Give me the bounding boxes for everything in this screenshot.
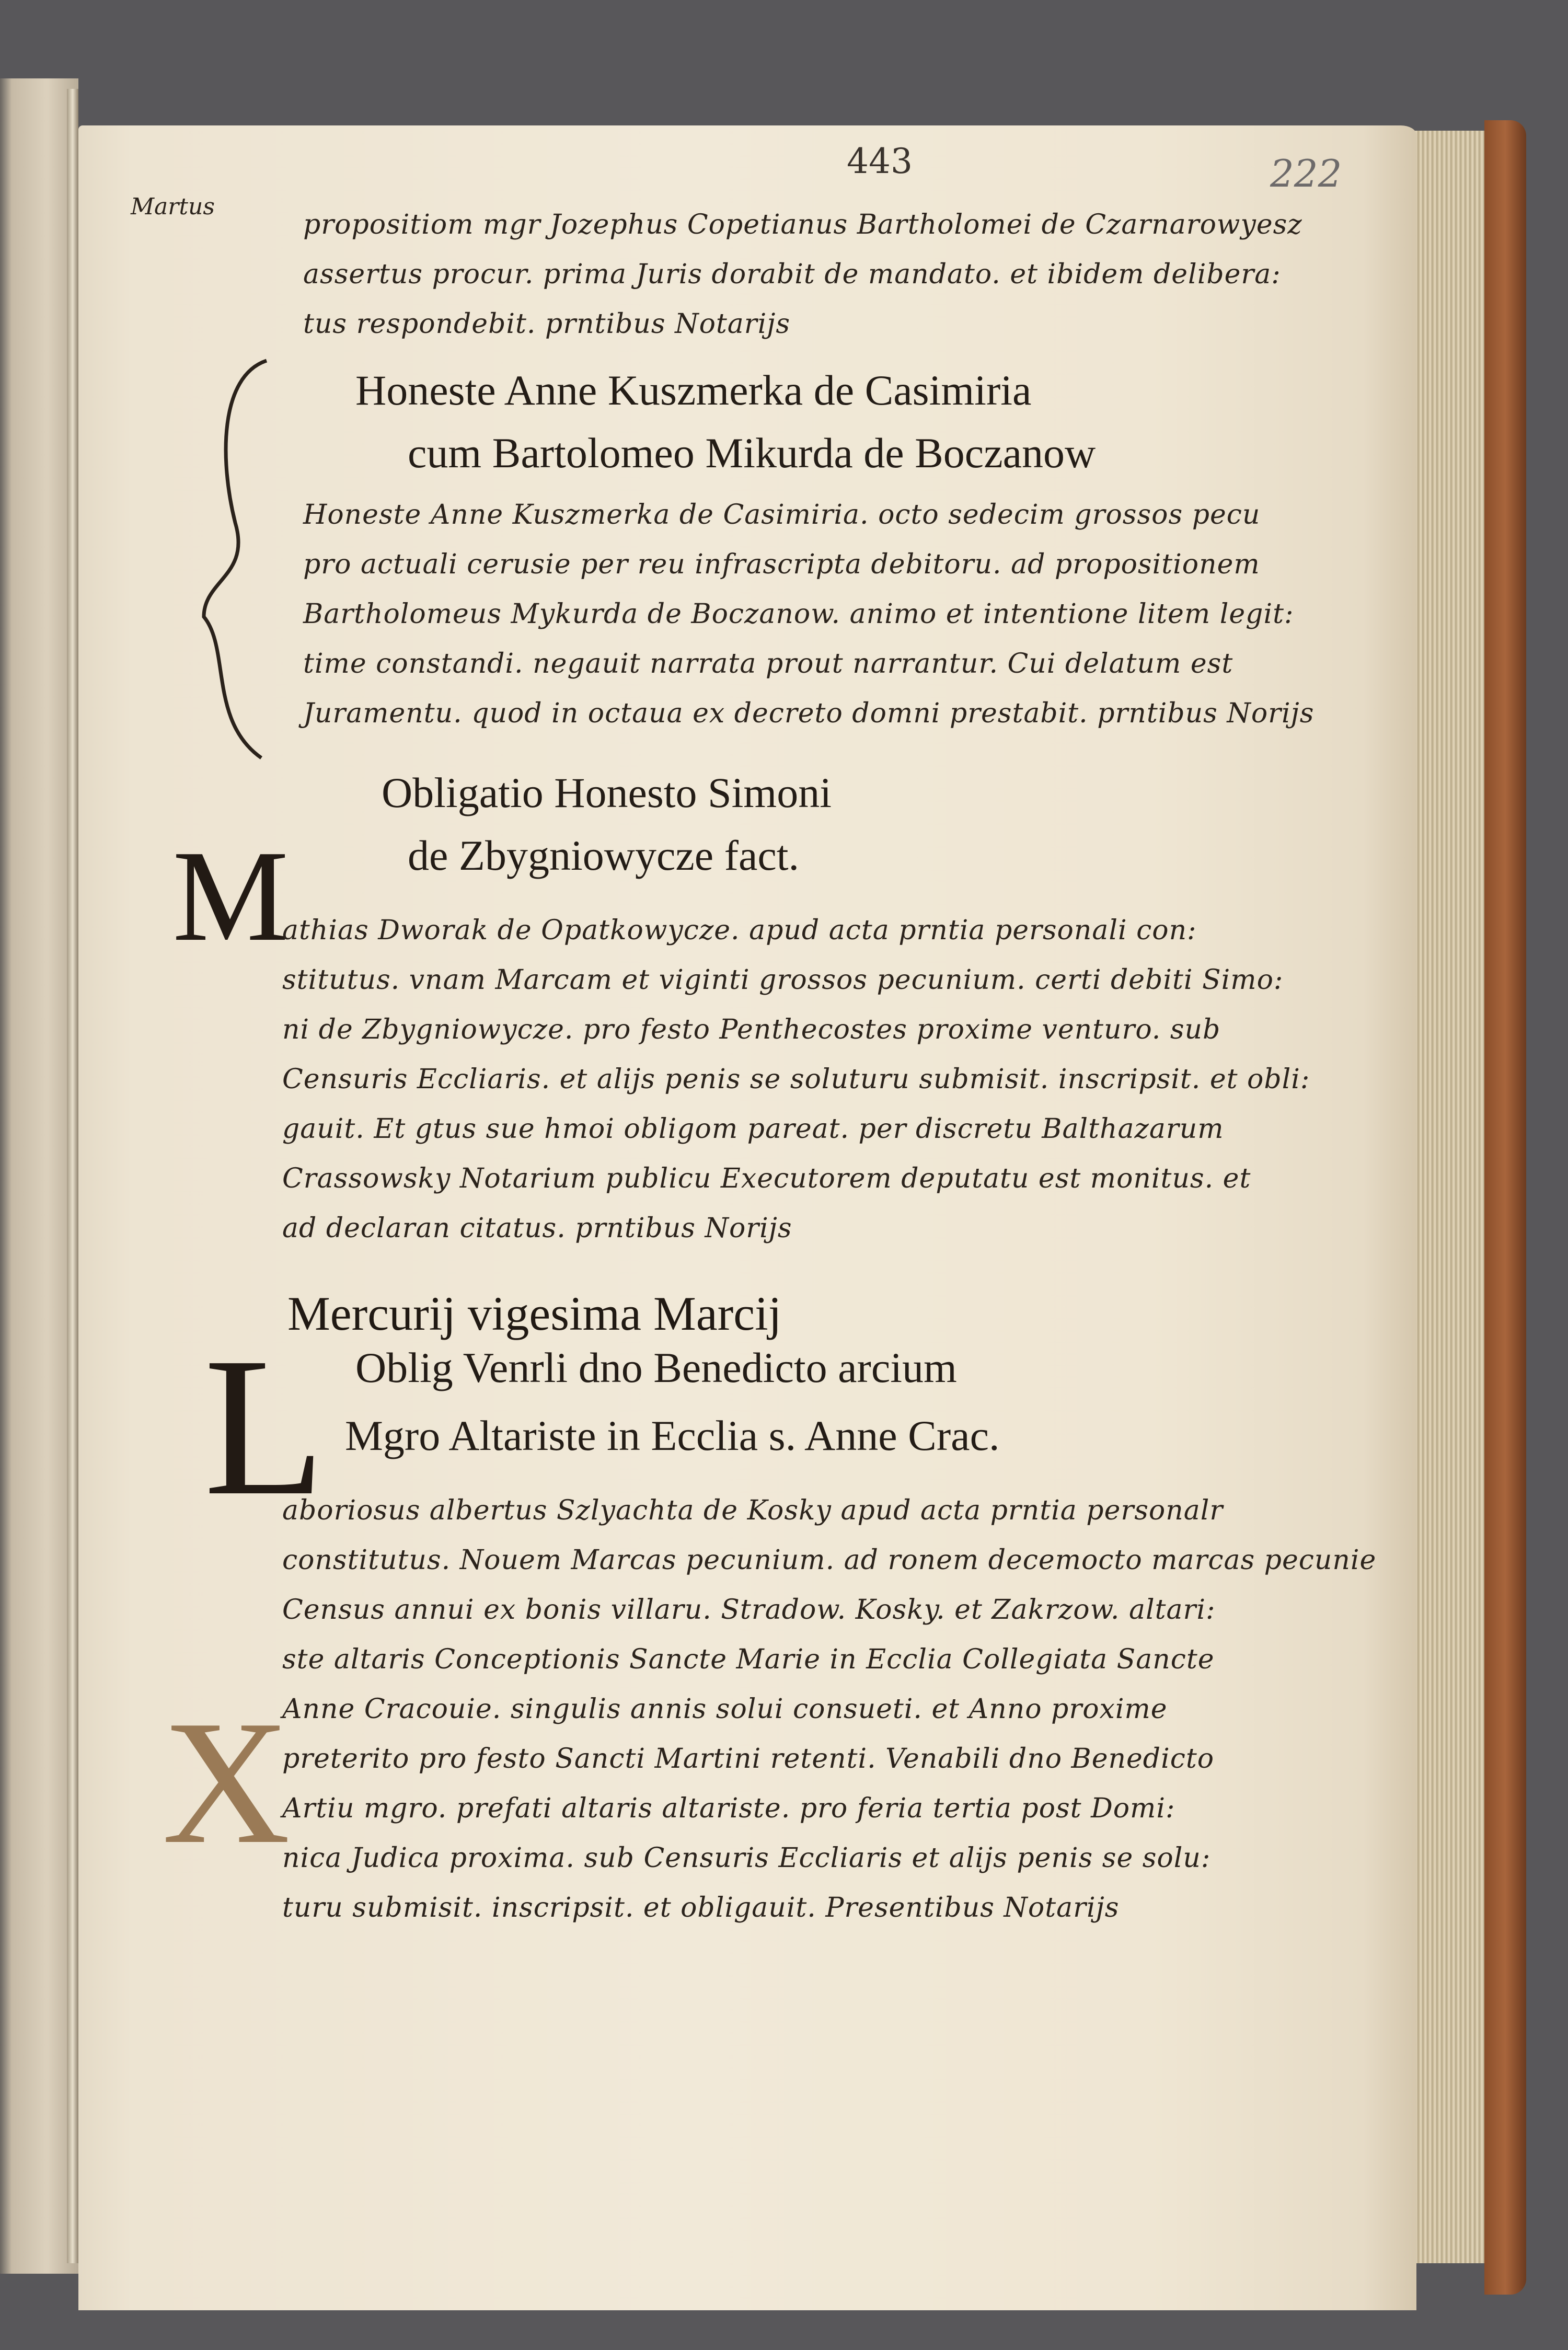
manuscript-page — [78, 125, 1416, 2310]
text-line: assertus procur. prima Juris dorabit de mandato. et ibidem delibera: — [303, 259, 1281, 290]
text-line: propositiom mgr Jozephus Copetianus Bartholomei de Czarnarowyesz — [303, 209, 1302, 240]
entry-heading: Oblig Venrli dno Benedicto arcium — [355, 1344, 957, 1391]
text-line: stitutus. vnam Marcam et viginti grossos pecunium. certi debiti Simo: — [282, 964, 1284, 996]
entry-heading: cum Bartolomeo Mikurda de Boczanow — [408, 429, 1096, 477]
text-line: constitutus. Nouem Marcas pecunium. ad ronem decemocto marcas pecunie — [282, 1545, 1377, 1576]
text-line: athias Dworak de Opatkowycze. apud acta prntia personali con: — [282, 915, 1197, 946]
folio-number-ink: 443 — [847, 141, 913, 181]
entry-heading: Honeste Anne Kuszmerka de Casimiria — [355, 366, 1032, 414]
date-heading: Mercurij vigesima Marcij — [287, 1287, 782, 1340]
text-line: pro actuali cerusie per reu infrascripta debitoru. ad propositionem — [303, 549, 1260, 580]
entry-heading: de Zbygniowycze fact. — [408, 832, 800, 879]
text-line: Censuris Eccliaris. et alijs penis se soluturu submisit. inscripsit. et obli: — [282, 1064, 1310, 1095]
margin-initial: X — [162, 1684, 291, 1881]
book-cover-edge — [1484, 120, 1526, 2295]
text-line: aboriosus albertus Szlyachta de Kosky apud acta prntia personalr — [282, 1495, 1224, 1526]
text-line: Anne Cracouie. singulis annis solui consueti. et Anno proxime — [282, 1694, 1168, 1725]
text-line: time constandi. negauit narrata prout narrantur. Cui delatum est — [303, 648, 1233, 679]
text-line: Crassowsky Notarium publicu Executorem deputatu est monitus. et — [282, 1163, 1251, 1194]
text-line: preterito pro festo Sancti Martini retenti. Venabili dno Benedicto — [282, 1743, 1215, 1775]
entry-heading: Obligatio Honesto Simoni — [382, 769, 832, 816]
text-line: Honeste Anne Kuszmerka de Casimiria. octo sedecim grossos pecu — [303, 499, 1261, 531]
text-line: nica Judica proxima. sub Censuris Eccliaris et alijs penis se solu: — [282, 1842, 1211, 1874]
folio-number-pencil: 222 — [1270, 152, 1342, 195]
initial-letter: L — [204, 1317, 326, 1537]
text-line: gauit. Et gtus sue hmoi obligom pareat. per discretu Balthazarum — [282, 1113, 1224, 1145]
entry-heading: Mgro Altariste in Ecclia s. Anne Crac. — [345, 1412, 1000, 1459]
text-line: Juramentu. quod in octaua ex decreto domni prestabit. prntibus Norijs — [303, 698, 1315, 729]
text-line: Census annui ex bonis villaru. Stradow. Kosky. et Zakrzow. altari: — [282, 1594, 1216, 1626]
text-line: Artiu mgro. prefati altaris altariste. pro feria tertia post Domi: — [282, 1793, 1175, 1824]
text-line: turu submisit. inscripsit. et obligauit. Presentibus Notarijs — [282, 1892, 1120, 1923]
text-line: tus respondebit. prntibus Notarijs — [303, 308, 791, 340]
text-line: ni de Zbygniowycze. pro festo Penthecostes proxime venturo. sub — [282, 1014, 1221, 1045]
left-page-fold — [67, 89, 78, 2263]
bracket-mark — [188, 355, 277, 763]
margin-note: Martus — [131, 193, 215, 220]
text-line: Bartholomeus Mykurda de Boczanow. animo et intentione litem legit: — [303, 598, 1294, 630]
text-line: ad declaran citatus. prntibus Norijs — [282, 1213, 792, 1244]
initial-letter: M — [172, 824, 289, 969]
text-line: ste altaris Conceptionis Sancte Marie in Ecclia Collegiata Sancte — [282, 1644, 1215, 1675]
